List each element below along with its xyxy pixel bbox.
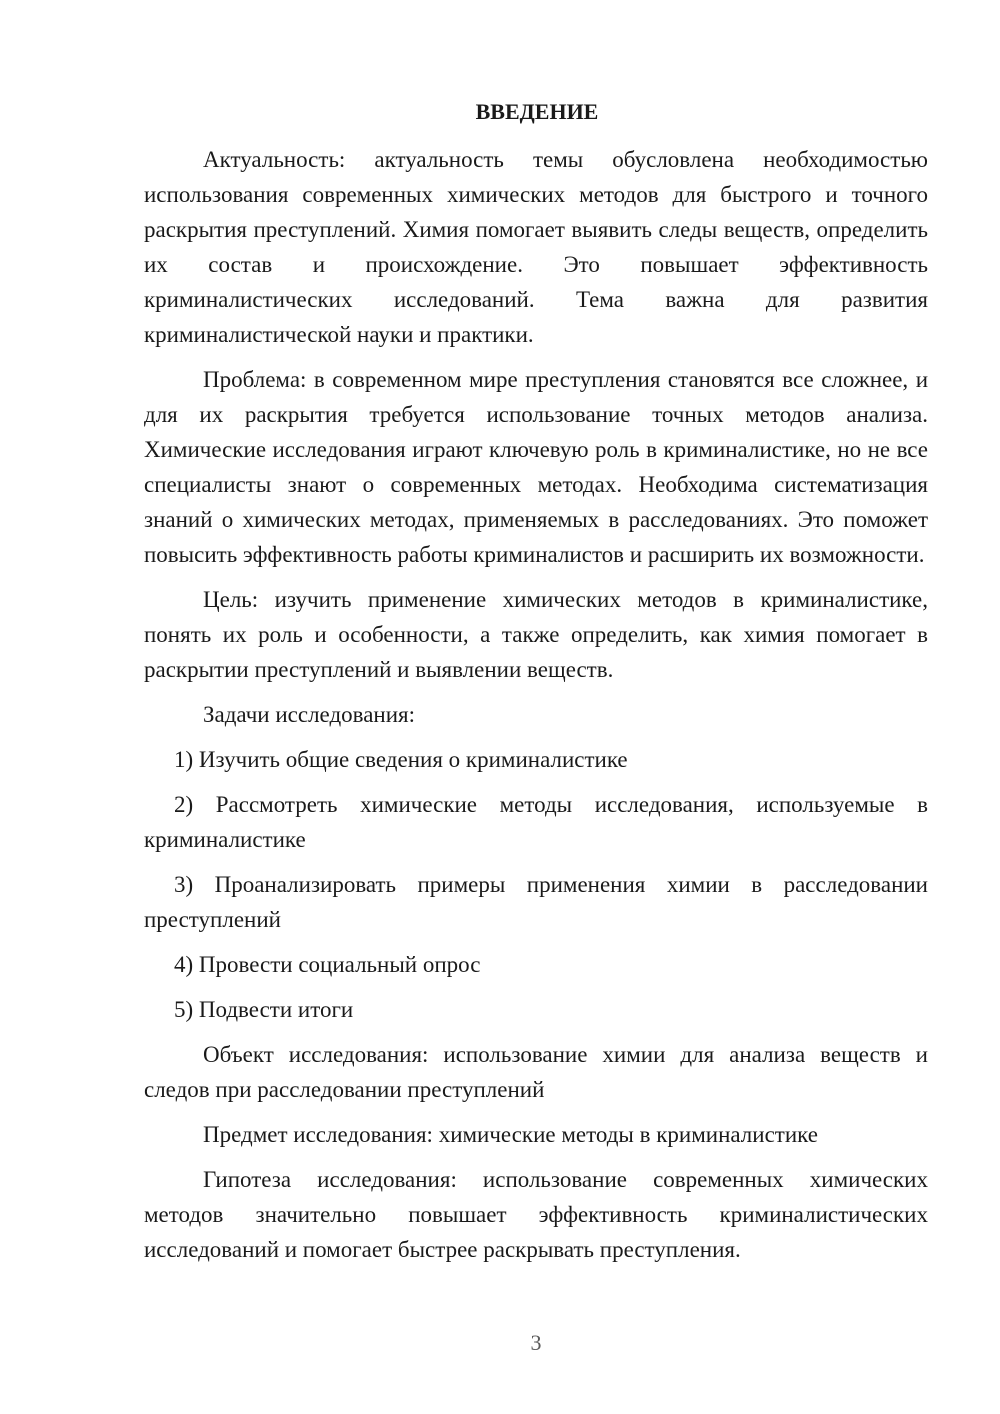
subject-paragraph: Предмет исследования: химические методы в криминалистике — [203, 1122, 818, 1147]
task-item: 1) Изучить общие сведения о криминалистике — [174, 747, 628, 772]
task-item: 2) Рассмотреть химические методы исследования, используемые в криминалистике — [144, 792, 928, 852]
page-title: ВВЕДЕНИЕ — [475, 99, 599, 124]
problem-paragraph: Проблема: в современном мире преступления становятся все сложнее, и для их раскрытия требуется использование точных методов анализа. Химические исследования играют ключевую роль в криминалистике, но не все специалисты знают о современных методах. Необходима систематизация знаний о химических методах, применяемых в расследованиях. Это поможет повысить эффективность работы криминалистов и расширить их возможности. — [144, 367, 928, 567]
task-item: 5) Подвести итоги — [174, 997, 354, 1022]
goal-paragraph: Цель: изучить применение химических методов в криминалистике, понять их роль и особенности, а также определить, как химия помогает в раскрытии преступлений и выявлении веществ. — [144, 587, 928, 682]
object-paragraph: Объект исследования: использование химии для анализа веществ и следов при расследовании преступлений — [144, 1042, 928, 1102]
page-content — [144, 92, 928, 1277]
relevance-paragraph: Актуальность: актуальность темы обусловлена необходимостью использования современных химических методов для быстрого и точного раскрытия преступлений. Химия помогает выявить следы веществ, определить их состав и происхождение. Это повышает эффективность криминалистических исследований. Тема важна для развития криминалистической науки и практики. — [144, 147, 928, 347]
hypothesis-paragraph: Гипотеза исследования: использование современных химических методов значительно повышает эффективность криминалистических исследований и помогает быстрее раскрывать преступления. — [144, 1167, 928, 1262]
task-item: 3) Проанализировать примеры применения химии в расследовании преступлений — [144, 872, 928, 932]
tasks-heading: Задачи исследования: — [203, 702, 416, 727]
page-number: 3 — [530, 1330, 542, 1355]
task-item: 4) Провести социальный опрос — [174, 952, 481, 977]
